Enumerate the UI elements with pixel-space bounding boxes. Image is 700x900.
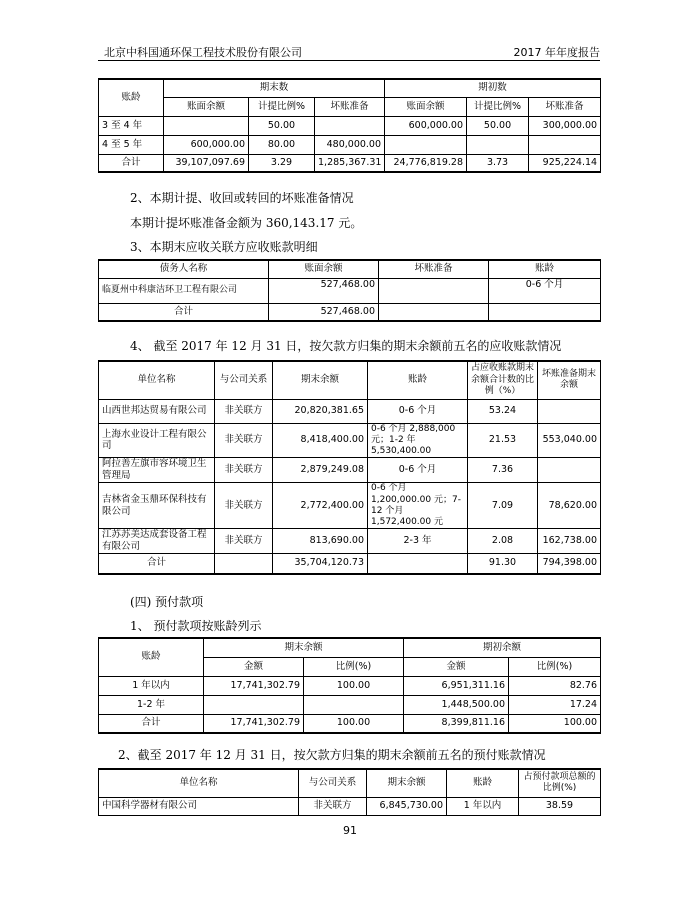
header-begin: 期初数 <box>385 79 601 97</box>
header-end: 期末数 <box>164 79 385 97</box>
header-age: 账龄 <box>99 79 164 116</box>
header-ratio: 计提比例% <box>467 97 529 116</box>
table-total-row: 合计 39,107,097.69 3.29 1,285,367.31 24,776,819.28 3.73 925,224.14 <box>99 154 601 172</box>
table-total-row: 合计 527,468.00 <box>99 303 601 321</box>
header-bad: 坏账准备 <box>315 97 385 116</box>
top5-prepay-table: 单位名称 与公司关系 期末余额 账龄 占预付款项总额的比例(%) 中国科学器材有限公司 非关联方 6,845,730.00 1 年以内 38.59 <box>98 768 601 816</box>
table-row: 山西世邦达贸易有限公司 非关联方 20,820,381.65 0-6 个月 53.24 <box>99 399 601 423</box>
table-total-row: 合计 35,704,120.73 91.30 794,398.00 <box>99 554 601 574</box>
table-row: 4 至 5 年 600,000.00 80.00 480,000.00 <box>99 135 601 154</box>
table-row: 1-2 年 1,448,500.00 17.24 <box>99 695 601 714</box>
header-rule <box>98 60 600 61</box>
table-row: 3 至 4 年 50.00 600,000.00 50.00 300,000.00 <box>99 116 601 135</box>
prepay-aging-table: 账龄 期末余额 期初余额 金额 比例(%) 金额 比例(%) 1 年以内 17,741,302.79 100.00 6,951,311.16 82.76 1-2 年 1,448,500.00 17.24 合计 17,741,302.79 100.00 8,399,811.16 100.00 <box>98 637 601 734</box>
header-book: 账面余额 <box>164 97 249 116</box>
header-bad: 坏账准备 <box>529 97 601 116</box>
prepay-sub1-title: 1、 预付款项按账龄列示 <box>130 619 262 633</box>
header-ratio: 计提比例% <box>249 97 315 116</box>
section-2-title: 2、本期计提、收回或转回的坏账准备情况 <box>130 191 354 205</box>
table-row: 上海水业设计工程有限公司 非关联方 8,418,400.00 0-6 个月 2,888,000 元；1-2 年 5,530,400.00 21.53 553,040.00 <box>99 423 601 458</box>
section-4-title: 4、 截至 2017 年 12 月 31 日，按欠款方归集的期末余额前五名的应收账款情况 <box>130 339 562 353</box>
table-row: 1 年以内 17,741,302.79 100.00 6,951,311.16 82.76 <box>99 676 601 695</box>
table-row: 阿拉善左旗市容环境卫生管理局 非关联方 2,879,249.08 0-6 个月 7.36 <box>99 458 601 483</box>
aging-bad-debt-table <box>98 78 601 173</box>
company-name: 北京中科国通环保工程技术股份有限公司 <box>104 46 302 59</box>
prepay-sub2-title: 2、截至 2017 年 12 月 31 日，按欠款方归集的期末余额前五名的预付账款情况 <box>118 748 546 762</box>
top5-receivables-table: 单位名称 与公司关系 期末余额 账龄 占应收账款期末余额合计数的比例（%） 坏账准备期末余额 山西世邦达贸易有限公司 非关联方 20,820,381.65 0-6 个月 53.24 上海水业设计工程有限公司 非关联方 8,418,400.00 0-6 个月 2,888,000 元；1-2 年 5,530,400.00 21.53 553,040.00 阿拉善左旗市容环境卫生管理局 非关联方 2,879,249.08 0-6 个月 7.36 吉林省金玉鼎环保科技有限公司 非关联方 2,772,400.00 0-6 个月 1,200,000.00 元；7-12 个月 1,572,400.00 元 7.09 78,620.00 江苏苏美达成套设备工程有限公司 非关联方 813,690.00 2-3 年 2.08 162,738.00 合计 35,704,120.73 91.30 794,398.00 <box>98 360 601 575</box>
section-3-title: 3、本期末应收关联方应收账款明细 <box>130 240 318 254</box>
prepay-section-title: (四) 预付款项 <box>130 595 204 609</box>
header-book: 账面余额 <box>385 97 467 116</box>
page-number: 91 <box>343 824 357 837</box>
related-party-receivables-table: 债务人名称 账面余额 坏账准备 账龄 临夏州中科康洁环卫工程有限公司 527,468.00 0-6 个月 合计 527,468.00 <box>98 259 601 322</box>
table-row: 江苏苏美达成套设备工程有限公司 非关联方 813,690.00 2-3 年 2.08 162,738.00 <box>99 529 601 554</box>
table-total-row: 合计 17,741,302.79 100.00 8,399,811.16 100.00 <box>99 714 601 733</box>
table-row: 中国科学器材有限公司 非关联方 6,845,730.00 1 年以内 38.59 <box>99 797 601 815</box>
table-row: 临夏州中科康洁环卫工程有限公司 527,468.00 0-6 个月 <box>99 278 601 303</box>
report-title: 2017 年年度报告 <box>513 46 600 59</box>
section-2-body: 本期计提坏账准备金额为 360,143.17 元。 <box>130 216 363 230</box>
table-row: 吉林省金玉鼎环保科技有限公司 非关联方 2,772,400.00 0-6 个月 1,200,000.00 元；7-12 个月 1,572,400.00 元 7.09 78,620.00 <box>99 483 601 529</box>
